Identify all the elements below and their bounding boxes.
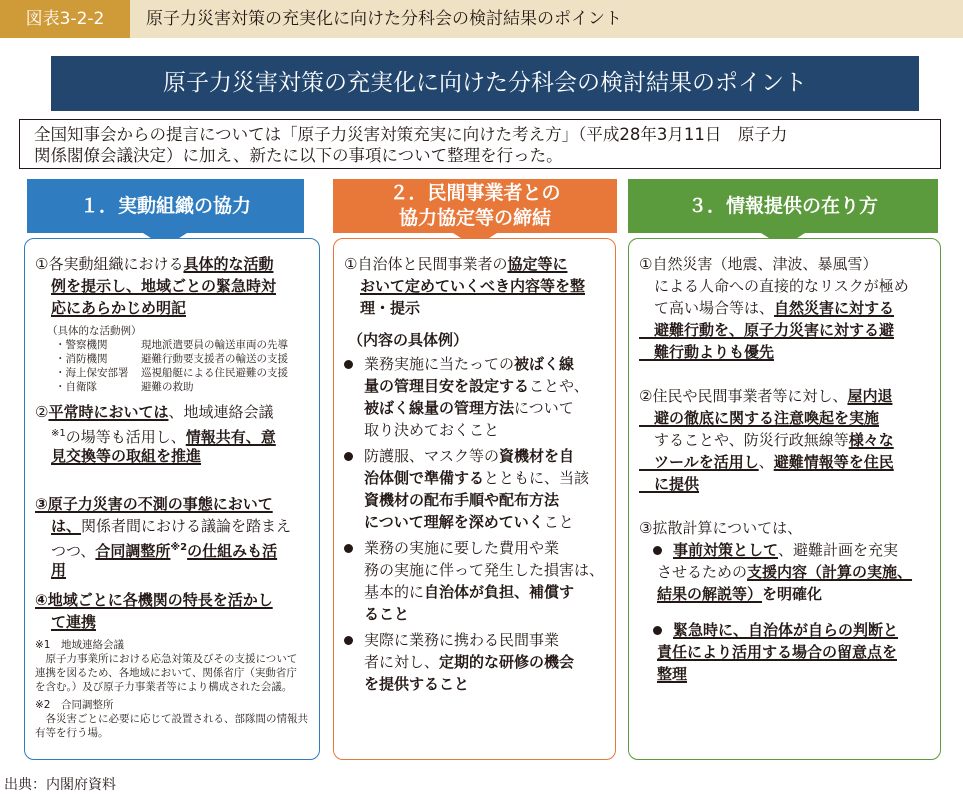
column-heading-2 — [333, 179, 617, 233]
example-activity: 現地派遣要員の輸送車両の先導 — [141, 339, 288, 351]
item1-line: ①自然災害（地震、津波、暴風雪） — [639, 255, 878, 273]
bullet1-line: 取り決めておくこと — [364, 421, 500, 439]
note2-line: 各災害ごとに必要に応じて設置される、部隊間の情報共 — [35, 713, 308, 725]
examples-subheading: （内容の具体例） — [348, 331, 469, 349]
bullet-icon — [344, 636, 353, 645]
panel-information-provision — [628, 238, 941, 760]
examples-title: （具体的な活動例） — [47, 325, 142, 337]
intro-line: 関係閣僚会議決定）に加え、新たに以下の事項について整理を行った。 — [34, 146, 563, 165]
bullet-icon — [344, 452, 353, 461]
column-heading-text: ３．情報提供の在り方 — [687, 194, 878, 217]
column-heading-text: １．実動組織の協力 — [79, 194, 251, 217]
item2-line: 避の徹底に関する注意喚起を実施 — [639, 409, 880, 427]
item2-line: ツールを活用し、避難情報等を住民 — [639, 453, 894, 471]
bullet3-line: 務の実施に伴って発生した損害は、 — [364, 561, 605, 579]
bullet4-line: を提供すること — [364, 675, 470, 693]
item3-bullet2-line: 責任により活用する場合の留意点を — [657, 643, 898, 661]
item2-line: $^{※1}$の場等も活用し、情報共有、意 — [51, 428, 276, 446]
column-heading-text: ２．民間事業者との 協力協定等の締結 — [389, 182, 561, 229]
item2-line: に提供 — [639, 475, 700, 493]
item3-line: 用 — [51, 561, 67, 579]
bullet2-line: 防護服、マスク等の資機材を自 — [364, 447, 575, 465]
item1-line: 理・提示 — [360, 299, 421, 317]
source-note: 出典：内閣府資料 — [4, 777, 116, 793]
item3-bullet2-line: 整理 — [657, 665, 688, 683]
bullet1-line: 被ばく線量の管理方法について — [364, 399, 574, 417]
item1-line: ①各実動組織における具体的な活動 — [35, 255, 274, 273]
item3-line: ③原子力災害の不測の事態において — [35, 495, 273, 513]
figure-label: 図表3-2-2 — [0, 0, 130, 38]
bullet1-line: 業務実施に当たっての被ばく線 — [364, 355, 575, 373]
note2-line: 有等を行う場。 — [35, 727, 109, 739]
item1-line: おいて定めていくべき内容等を整 — [360, 277, 586, 295]
item4-line: ④地域ごとに各機関の特長を活かし — [35, 591, 273, 609]
note1-line: 連携を図るため、各地域において、関係省庁（実動省庁 — [35, 667, 297, 679]
bullet-icon — [344, 544, 353, 553]
example-org: ・消防機関 — [55, 353, 108, 365]
note2-title: ※2 合同調整所 — [35, 699, 114, 711]
item3-line: は、関係者間における議論を踏まえ — [51, 517, 292, 535]
bullet3-line: 業務の実施に要した費用や業 — [364, 539, 560, 557]
bullet2-line: 資機材の配布手順や配布方法 — [364, 491, 560, 509]
bullet3-line: ること — [364, 605, 410, 623]
example-org: ・自衛隊 — [55, 381, 97, 393]
item1-line: 応にあらかじめ明記 — [51, 299, 187, 317]
item1-line: て高い場合等は、自然災害に対する — [639, 299, 895, 317]
item3-bullet1-line: 結果の解説等）を明確化 — [657, 585, 823, 603]
item3-bullet1-line: 事前対策として、避難計画を充実 — [673, 541, 899, 559]
intro-line: 全国知事会からの提言については「原子力災害対策充実に向けた考え方」（平成28年3月11日 原子力 — [34, 125, 788, 144]
intro-box — [19, 119, 941, 169]
item1-line: 避難行動を、原子力災害に対する避 — [639, 321, 895, 339]
item2-line: 見交換等の取組を推進 — [51, 447, 202, 465]
note1-title: ※1 地域連絡会議 — [35, 639, 124, 651]
example-activity: 避難の救助 — [141, 381, 194, 393]
bullet-icon — [653, 626, 662, 635]
item2-line: ②住民や民間事業者等に対し、屋内退 — [639, 387, 893, 405]
bullet4-line: 実際に業務に携わる民間事業 — [364, 631, 560, 649]
item1-line: ①自治体と民間事業者の協定等に — [344, 255, 568, 273]
example-org: ・海上保安部署 — [55, 367, 129, 379]
bullet3-line: 基本的に自治体が負担、補償す — [364, 583, 575, 601]
item1-line: 例を提示し、地域ごとの緊急時対 — [51, 277, 277, 295]
item2-line: することや、防災行政無線等様々な — [639, 431, 894, 449]
column-heading-1 — [27, 179, 304, 233]
item3-line: つつ、合同調整所$^{※2}$の仕組みも活 — [51, 542, 278, 560]
column-heading-3 — [628, 179, 938, 233]
item3-bullet2-line: 緊急時に、自治体が自らの判断と — [673, 621, 899, 639]
item3-line: ③拡散計算については、 — [639, 519, 803, 537]
bullet2-line: 治体側で準備するとともに、当該 — [364, 469, 590, 487]
example-activity: 巡視船艇による住民避難の支援 — [141, 367, 288, 379]
figure-title: 原子力災害対策の充実化に向けた分科会の検討結果のポイント — [146, 9, 622, 29]
note1-line: 原子力事業所における応急対策及びその支援について — [35, 653, 298, 665]
bullet1-line: 量の管理目安を設定することや、 — [364, 377, 589, 395]
example-org: ・警察機関 — [55, 339, 108, 351]
item4-line: て連携 — [51, 613, 97, 631]
example-activity: 避難行動要支援者の輸送の支援 — [141, 353, 288, 365]
panel-private-operators — [333, 238, 616, 760]
bullet4-line: 者に対し、定期的な研修の機会 — [364, 653, 575, 671]
item1-line: 難行動よりも優先 — [639, 343, 775, 361]
item3-bullet1-line: させるための支援内容（計算の実施、 — [657, 563, 913, 581]
item1-line: による人命への直接的なリスクが極め — [639, 277, 909, 295]
item2-line: ②平常時においては、地域連絡会議 — [35, 403, 274, 421]
panel-mobile-organizations — [24, 238, 320, 760]
note1-line: を含む。）及び原子力事業者等により構成された会議。 — [35, 681, 293, 693]
bullet-icon — [653, 546, 662, 555]
bullet2-line: について理解を深めていくこと — [364, 513, 574, 531]
main-banner: 原子力災害対策の充実化に向けた分科会の検討結果のポイント — [51, 56, 919, 111]
bullet-icon — [344, 360, 353, 369]
figure-header — [0, 0, 963, 38]
